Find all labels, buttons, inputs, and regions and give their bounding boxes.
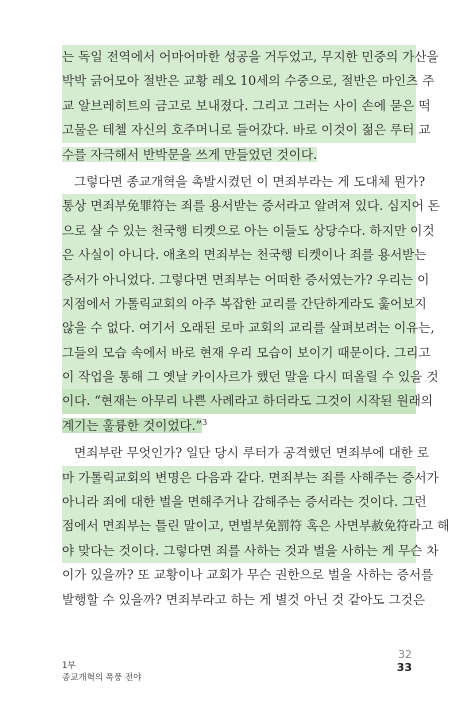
page-number-faint: 32	[398, 648, 412, 661]
text-line: 그들의 모습 속에서 바로 현재 우리 모습이 보이기 때문이다. 그리고	[62, 341, 416, 365]
text-line: 아니라 죄에 대한 벌을 면해주거나 감해주는 증서라는 것이다. 그런	[62, 490, 416, 514]
running-footer	[62, 660, 141, 684]
text-line: 교 알브레히트의 금고로 보내졌다. 그리고 그러는 사이 손에 묻은 떡	[62, 94, 416, 118]
page-numbers	[397, 648, 412, 674]
text-line: 수를 자극해서 반박문을 쓰게 만들었던 것이다.	[62, 146, 318, 162]
text-line: 그렇다면 종교개혁을 촉발시켰던 이 면죄부라는 게 도대체 뭔가?	[74, 173, 426, 189]
text-line: 면죄부란 무엇인가? 일단 당시 루터가 공격했던 면죄부에 대한 로	[74, 445, 430, 461]
footer-part: 1부	[62, 661, 76, 671]
text-line: 계기는 훌륭한 것이었다.”$^3$	[62, 417, 208, 433]
text-line: 이다. “현재는 아무리 나쁜 사례라고 하더라도 그것이 시작된 원래의	[62, 389, 416, 413]
text-line: 는 독일 전역에서 어마어마한 성공을 거두었고, 무지한 민중의 가산을	[62, 45, 416, 69]
text-line: 않을 수 없다. 여기서 오래된 로마 교회의 교리를 살펴보려는 이유는,	[62, 316, 416, 340]
text-line: 통상 면죄부免罪符는 죄를 용서받는 증서라고 알려져 있다. 심지어 돈	[62, 194, 416, 218]
text-line: 야 맞다는 것이다. 그렇다면 죄를 사하는 것과 벌을 사하는 게 무슨 차	[62, 539, 416, 563]
text-line: 이가 있을까? 또 교황이나 교회가 무슨 권한으로 벌을 사하는 증서를	[62, 567, 434, 583]
footnote-marker: 3	[202, 417, 208, 427]
text-line: 지점에서 가톨릭교회의 아주 복잡한 교리를 간단하게라도 훑어보지	[62, 292, 416, 316]
text-line: 박박 긁어모아 절반은 교황 레오 10세의 수중으로, 절반은 마인츠 주	[62, 69, 416, 93]
text-line: 이 작업을 통해 그 옛날 카이사르가 했던 말을 다시 떠올릴 수 있을 것	[62, 365, 416, 389]
text-line: 고물은 테첼 자신의 호주머니로 들어갔다. 바로 이것이 젊은 루터 교	[62, 118, 416, 142]
text-body	[62, 45, 450, 612]
text-line: 은 사실이 아니다. 애초의 면죄부는 천국행 티켓이나 죄를 용서받는	[62, 243, 416, 267]
footer-chapter: 종교개혁의 폭풍 전야	[62, 673, 142, 683]
text-line: 으로 살 수 있는 천국행 티켓으로 아는 이들도 상당수다. 하지만 이것	[62, 219, 416, 243]
text-line: 증서가 아니었다. 그렇다면 면죄부는 어떠한 증서였는가? 우리는 이	[62, 268, 416, 292]
page-number: 33	[396, 661, 412, 674]
text-line: 마 가톨릭교회의 변명은 다음과 같다. 면죄부는 죄를 사해주는 증서가	[62, 466, 416, 490]
text-line: 점에서 면죄부는 틀린 말이고, 면벌부免罰符 혹은 사면부赦免符라고 해	[62, 514, 416, 538]
text-line: 발행할 수 있을까? 면죄부라고 하는 게 별것 아닌 것 같아도 그것은	[62, 591, 426, 607]
